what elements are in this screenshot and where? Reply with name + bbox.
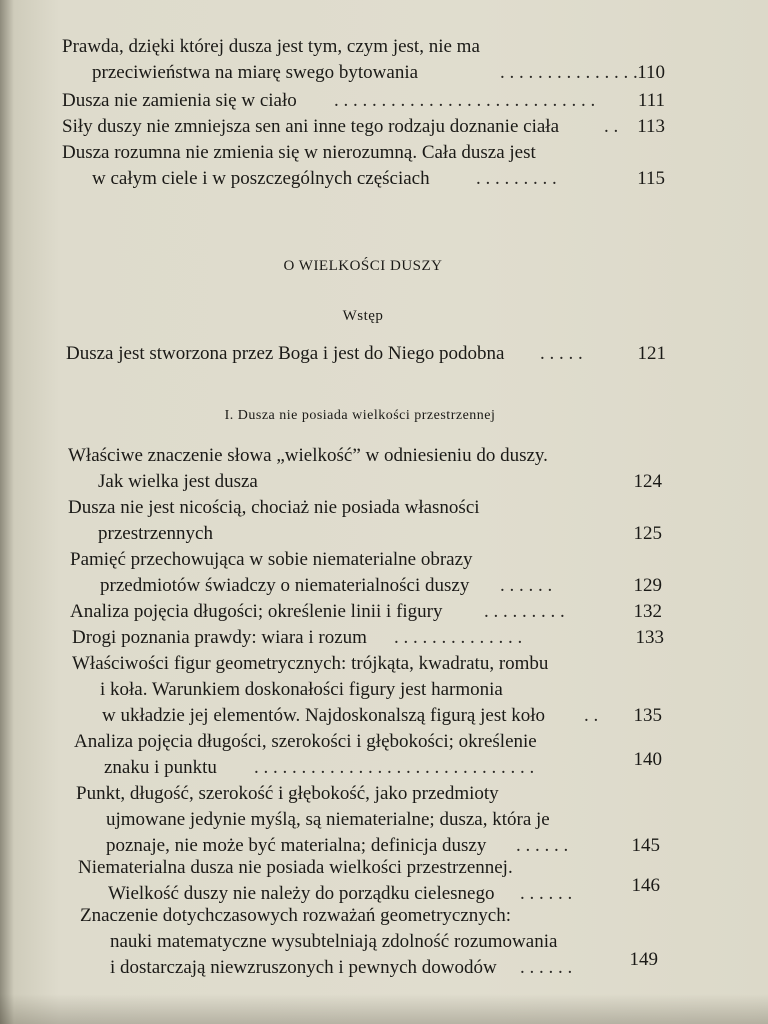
- leader-dots: . . . . . .: [520, 957, 573, 978]
- toc-entry-line: znaku i punktu: [104, 757, 217, 778]
- toc-entry-line: przeciwieństwa na miarę swego bytowania: [92, 62, 419, 83]
- toc-entry: [62, 140, 672, 192]
- page-bottom-shadow: [0, 994, 768, 1024]
- toc-entry-line: Dusza jest stworzona przez Boga i jest do Niego podobna: [66, 343, 505, 364]
- toc-entry-line: ujmowane jedynie myślą, są niematerialne; dusza, która je: [106, 809, 550, 830]
- toc-entry-line: Niematerialna dusza nie posiada wielkości przestrzennej.: [78, 857, 513, 878]
- toc-entry-line: Prawda, dzięki której dusza jest tym, czym jest, nie ma: [62, 36, 480, 57]
- toc-entry-line: Punkt, długość, szerokość i głębokość, jako przedmioty: [76, 783, 499, 804]
- toc-entry-line: przestrzennych: [98, 523, 213, 544]
- leader-dots: . . . . .: [540, 343, 583, 364]
- page-number: 149: [629, 949, 658, 970]
- leader-dots: . . . . . . . . . . . . . . . . . . . . . . . . . . . .: [334, 90, 596, 111]
- page-number: 125: [633, 523, 662, 544]
- page-number: 145: [631, 835, 660, 856]
- leader-dots: . . . . . .: [500, 575, 553, 596]
- toc-entry-line: Wielkość duszy nie należy do porządku cielesnego: [108, 883, 495, 904]
- leader-dots: . .: [584, 705, 599, 726]
- toc-entry: [80, 903, 680, 981]
- toc-entry-line: i dostarczają niewzruszonych i pewnych dowodów: [110, 957, 497, 978]
- page-number: 140: [633, 749, 662, 770]
- page-number: 146: [631, 875, 660, 896]
- section-title: O WIELKOŚCI DUSZY: [283, 258, 443, 274]
- toc-entry-line: Znaczenie dotychczasowych rozważań geometrycznych:: [80, 905, 511, 926]
- page-number: 133: [635, 627, 664, 648]
- leader-dots: . . . . . .: [520, 883, 573, 904]
- toc-entry-line: nauki matematyczne wysubtelniają zdolność rozumowania: [110, 931, 558, 952]
- leader-dots: . . . . . . . . . . . . . . .: [500, 62, 638, 83]
- toc-entry: [70, 599, 670, 625]
- toc-entry: [68, 495, 668, 547]
- toc-entry-line: Drogi poznania prawdy: wiara i rozum: [72, 627, 367, 648]
- page-number: 132: [633, 601, 662, 622]
- toc-entry-line: Właściwości figur geometrycznych: trójkąta, kwadratu, rombu: [72, 653, 549, 674]
- toc-entry: [70, 547, 670, 599]
- toc-entry-line: przedmiotów świadczy o niematerialności duszy: [100, 575, 470, 596]
- toc-entry-line: Jak wielka jest dusza: [98, 471, 258, 492]
- page-number: 115: [637, 168, 665, 189]
- toc-entry-line: Dusza nie zamienia się w ciało: [62, 90, 297, 111]
- toc-entry: [72, 651, 672, 729]
- leader-dots: . . . . . .: [516, 835, 569, 856]
- toc-entry-line: w całym ciele i w poszczególnych częściach: [92, 168, 430, 189]
- toc-entry: [78, 855, 678, 907]
- page-number: 129: [633, 575, 662, 596]
- page-number: 111: [637, 90, 665, 111]
- page-number: 113: [637, 116, 665, 137]
- leader-dots: . . . . . . . . . . . . . .: [394, 627, 523, 648]
- intro-heading: Wstęp: [342, 308, 384, 324]
- toc-entry-line: Analiza pojęcia długości, szerokości i głębokości; określenie: [74, 731, 537, 752]
- toc-entry-line: Dusza rozumna nie zmienia się w nierozumną. Cała dusza jest: [62, 142, 536, 163]
- toc-entry-line: i koła. Warunkiem doskonałości figury jest harmonia: [100, 679, 503, 700]
- toc-entry-line: w układzie jej elementów. Najdoskonalszą figurą jest koło: [102, 705, 546, 726]
- toc-entry-line: Analiza pojęcia długości; określenie linii i figury: [70, 601, 443, 622]
- leader-dots: . . . . . . . . . . . . . . . . . . . . . . . . . . . . . .: [254, 757, 535, 778]
- chapter-heading: I. Dusza nie posiada wielkości przestrzennej: [224, 408, 496, 423]
- toc-entry: [62, 114, 672, 140]
- toc-entry: [62, 34, 672, 86]
- toc-entry-line: Właściwe znaczenie słowa „wielkość” w odniesieniu do duszy.: [68, 445, 548, 466]
- toc-entry: [72, 625, 672, 651]
- toc-entry-line: Siły duszy nie zmniejsza sen ani inne tego rodzaju doznanie ciała: [62, 116, 559, 137]
- toc-entry: [76, 781, 676, 859]
- toc-entry: [66, 341, 672, 367]
- page-number: 124: [633, 471, 662, 492]
- page-number: 110: [637, 62, 665, 83]
- toc-entry: [68, 443, 668, 495]
- leader-dots: . . . . . . . . .: [476, 168, 557, 189]
- toc-entry: [62, 88, 672, 114]
- toc-entry-line: Pamięć przechowująca w sobie niematerialne obrazy: [70, 549, 473, 570]
- toc-entry-line: poznaje, nie może być materialna; definicja duszy: [106, 835, 487, 856]
- leader-dots: . .: [604, 116, 619, 137]
- leader-dots: . . . . . . . . .: [484, 601, 565, 622]
- page-number: 121: [637, 343, 666, 364]
- toc-entry: [74, 729, 674, 781]
- toc-entry-line: Dusza nie jest nicością, chociaż nie posiada własności: [68, 497, 480, 518]
- page-number: 135: [633, 705, 662, 726]
